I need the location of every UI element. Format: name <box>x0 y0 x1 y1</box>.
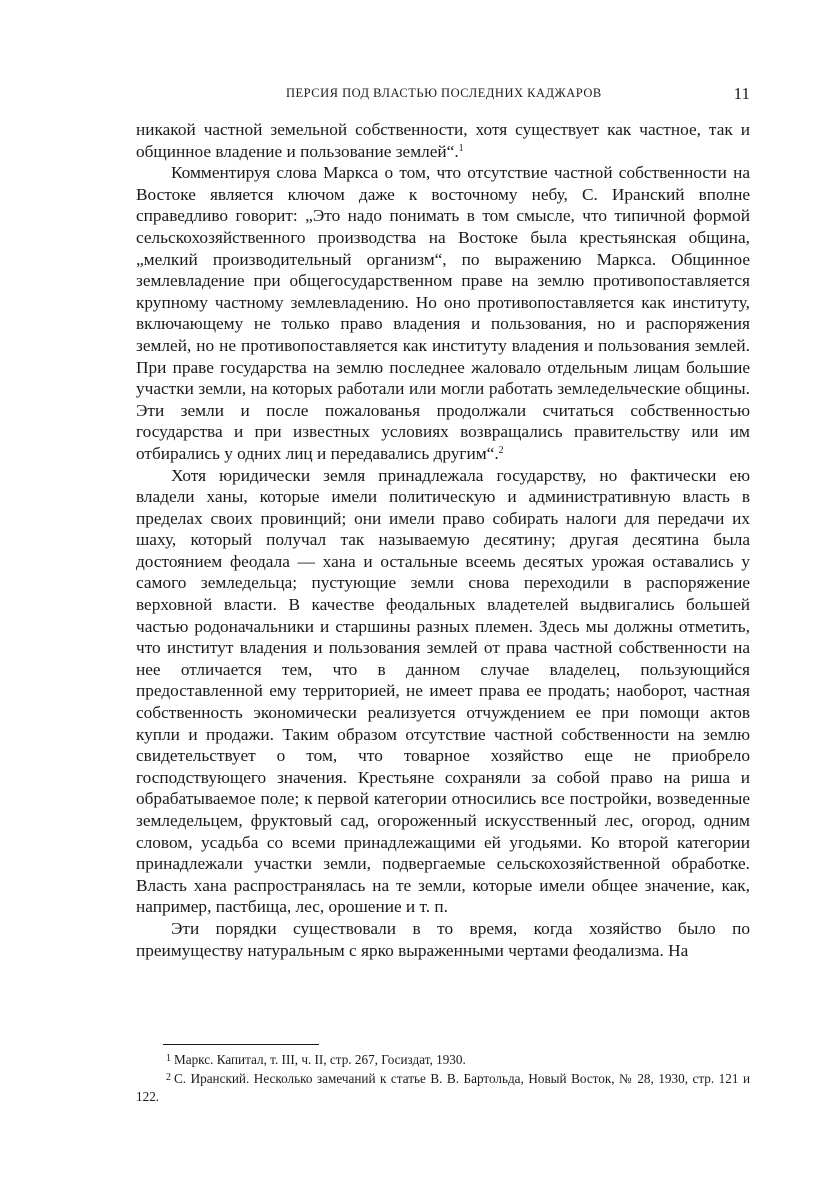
running-head <box>136 84 750 106</box>
running-title: ПЕРСИЯ ПОД ВЛАСТЬЮ ПОСЛЕДНИХ КАДЖАРОВ <box>286 86 602 100</box>
footnote-divider <box>163 1044 319 1045</box>
footnote-2-text: С. Иранский. Несколько замечаний к статье В. В. Бартольда, Новый Восток, № 28, 1930, стр. 121 и 122. <box>136 1071 750 1104</box>
footnote-1-mark: 1 <box>166 1053 171 1064</box>
page-number: 11 <box>733 84 750 103</box>
paragraph-2-text: Комментируя слова Маркса о том, что отсутствие частной собственности на Востоке является ключом даже к восточному небу, С. Иранский вполне справедливо говорит: „Это надо понимать в том смысле, что типичной формой сельскохозяйственного производства на Востоке была крестьянская община, „мелкий производительный организм“, по выражению Маркса. Общинное землевладение при общегосударственном праве на землю противопоставляется крупному частному землевладению. Но оно противопоставляется как институту, включающему не только право владения и пользования, но и распоряжения землей, но не противопоставляется как институту владения и пользования землей. При праве государства на землю последнее жаловало отдельным лицам большие участки земли, на которых работали или могли работать земледельческие общины. Эти земли и после пожалованья продолжали считаться собственностью государства и при известных условиях возвращались правительству или им отбирались у одних лиц и передавались другим“. <box>136 163 750 463</box>
paragraph-1 <box>136 119 750 162</box>
footnote-ref-1: 1 <box>458 142 464 154</box>
paragraph-3: Хотя юридически земля принадлежала государству, но фактически ею владели ханы, которые имели политическую и административную власть в пределах своих провинций; они имели право собирать налоги для передачи их шаху, который получал так называемую десятину; другая десятина была достоянием феодала — хана и остальные всеемь десятых урожая оставались у самого земледельца; пустующие земли снова переходили в распоряжение верховной власти. В качестве феодальных владетелей выдвигались большей частью родоначальники и старшины разных племен. Здесь мы должны отметить, что институт владения и пользования землей от права частной собственности на нее отличается тем, что в данном случае владелец, пользующийся предоставленной ему территорией, не имеет права ее продать; наоборот, частная собственность экономически реализуется отчуждением ее при помощи актов купли и продажи. Таким образом отсутствие частной собственности на землю свидетельствует о том, что товарное хозяйство еще не приобрело господствующего значения. Крестьяне сохраняли за собой право на риша и обрабатываемое поле; к первой категории относились все постройки, возведенные земледельцем, фруктовый сад, огороженный искусственный лес, огород, одним словом, усадьба со всеми принадлежащими ей угодьями. Ко второй категории принадлежали участки земли, подвергаемые сельскохозяйственной обработке. Власть хана распространялась на те земли, которые имели общее значение, как, например, пастбища, лес, орошение и т. п. <box>136 465 750 917</box>
footnote-ref-2: 2 <box>498 444 504 456</box>
footnote-1-text: Маркс. Капитал, т. III, ч. II, стр. 267, Госиздат, 1930. <box>174 1052 466 1067</box>
body-text <box>136 119 750 961</box>
footnotes <box>136 1050 750 1106</box>
paragraph-4: Эти порядки существовали в то время, когда хозяйство было по преимуществу натуральным с ярко выраженными чертами феодализма. На <box>136 918 750 960</box>
footnote-2-mark: 2 <box>166 1072 171 1083</box>
paragraph-2 <box>136 162 750 464</box>
footnote-1 <box>136 1050 750 1069</box>
paragraph-1-text: никакой частной земельной собственности, хотя существует как частное, так и общинное владение и пользование землей“. <box>136 120 750 161</box>
footnote-2 <box>136 1069 750 1106</box>
